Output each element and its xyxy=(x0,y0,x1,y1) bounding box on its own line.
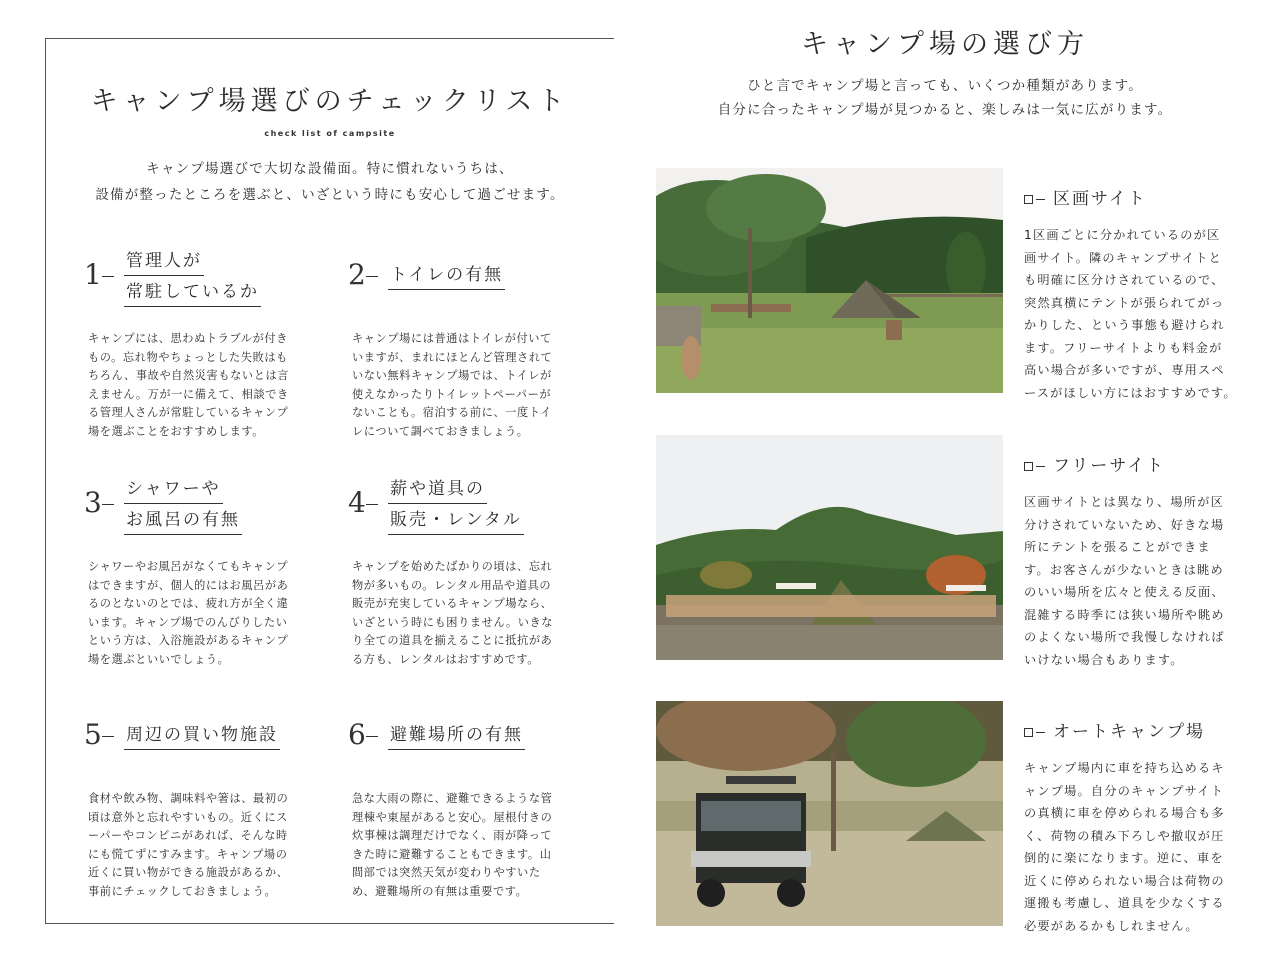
campsite-photo-sectioned xyxy=(656,168,1003,393)
campsite-photo-free xyxy=(656,435,1003,660)
item-number: 3 xyxy=(84,486,102,519)
intro-line: 自分に合ったキャンプ場が見つかると、楽しみは一気に広がります。 xyxy=(717,102,1173,118)
square-bullet-icon xyxy=(1024,728,1033,737)
item-dash xyxy=(102,736,114,737)
site-title: 区画サイト xyxy=(1024,186,1244,212)
item-body: キャンプを始めたばかりの頃は、忘れ 物が多いもの。レンタル用品や道具の 販売が充実しているキャンプ場なら、 いざという時にも困りません。いきな り全ての道具を揃えることに抵抗があ る方も、レンタルはおすすめです。 xyxy=(352,560,554,666)
checklist-item-6 xyxy=(348,707,588,898)
checklist-intro xyxy=(46,156,614,208)
guide-title: キャンプ場の選び方 xyxy=(801,29,1089,60)
item-heading: シャワーや お風呂の有無 xyxy=(124,475,242,537)
item-dash xyxy=(102,276,114,277)
site-body: 区画サイトとは異なり、場所が区 分けされていないため、好きな場 所にテントを張ることができま す。お客さんが少ないときは眺め のいい場所を広々と使える反面、 混雑する時季には狭い場所や眺め のよくない場所で我慢しなければ いけない場合もあります。 xyxy=(1024,495,1225,667)
site-title: オートキャンプ場 xyxy=(1024,719,1244,745)
item-heading: 避難場所の有無 xyxy=(388,707,525,752)
checklist-subtitle: check list of campsite xyxy=(264,129,396,138)
checklist-item-1 xyxy=(84,247,324,438)
site-body: キャンプ場内に車を持ち込めるキ ャンプ場。自分のキャンプサイト の真横に車を停められる場合も多 く、荷物の積み下ろしや撤収が圧 倒的に楽になります。逆に、車を 近くに停められない場合は荷物の 運搬も考慮し、道具を少なくする 必要があるかもしれません。 xyxy=(1024,761,1225,933)
site-title: フリーサイト xyxy=(1024,453,1244,479)
item-dash xyxy=(102,504,114,505)
campsite-photo-auto xyxy=(656,701,1003,926)
item-heading: トイレの有無 xyxy=(388,247,505,292)
item-heading: 周辺の買い物施設 xyxy=(124,707,280,752)
item-body: 食材や飲み物、調味料や箸は、最初の 頃は意外と忘れやすいもの。近くにス ーパーやコンビニがあれば、そんな時 にも慌てずにすみます。キャンプ場の 近くに買い物ができる施設があるか、 事前にチェックしておきましょう。 xyxy=(88,792,289,898)
item-number: 2 xyxy=(348,258,366,291)
checklist-item-4 xyxy=(348,475,588,666)
item-body: キャンプ場には普通はトイレが付いて いますが、まれにほとんど管理されて いない無料キャンプ場では、トイレが 使えなかったりトイレットペーパーが ないことも。宿泊する前に、一度トイ レについて調べておきましょう。 xyxy=(352,332,553,438)
item-body: 急な大雨の際に、避難できるような管 理棟や東屋があると安心。屋根付きの 炊事棟は調理だけでなく、雨が降って きた時に避難することもできます。山 間部では突然天気が変わりやすいた め、避難場所の有無は重要です。 xyxy=(352,792,553,898)
item-number: 5 xyxy=(84,718,102,751)
item-dash xyxy=(366,504,378,505)
item-body: シャワーやお風呂がなくてもキャンプ はできますが、個人的にはお風呂があ るのとないのとでは、疲れ方が全く違 います。キャンプ場でのんびりしたい という方は、入浴施設があるキャンプ 場を選ぶといいでしょう。 xyxy=(88,560,289,666)
checklist-title: キャンプ場選びのチェックリスト xyxy=(90,86,570,117)
checklist-item-3 xyxy=(84,475,324,666)
item-dash xyxy=(366,736,378,737)
checklist-panel xyxy=(45,38,614,924)
square-bullet-icon xyxy=(1024,195,1033,204)
intro-line: 設備が整ったところを選ぶと、いざという時にも安心して過ごせます。 xyxy=(95,187,565,203)
checklist-item-5 xyxy=(84,707,324,898)
guide-intro xyxy=(640,74,1250,122)
item-number: 4 xyxy=(348,486,366,519)
item-number: 6 xyxy=(348,718,366,751)
site-body: 1区画ごとに分かれているのが区 画サイト。隣のキャンプサイトと も明確に区分けされているので、 突然真横にテントが張られてがっ かりした、という事態も避けられ ます。フリーサイトよりも料金が 高い場合が多いですが、専用スペ ースがほしい方にはおすすめです。 xyxy=(1024,228,1237,400)
square-bullet-icon xyxy=(1024,462,1033,471)
intro-line: キャンプ場選びで大切な設備面。特に慣れないうちは、 xyxy=(146,161,514,177)
intro-line: ひと言でキャンプ場と言っても、いくつか種類があります。 xyxy=(747,78,1143,94)
item-body: キャンプには、思わぬトラブルが付き もの。忘れ物やちょっとした失敗はも ちろん、事故や自然災害もないとは言 えません。万が一に備えて、相談でき る管理人さんが常駐しているキャンプ 場を選ぶことをおすすめします。 xyxy=(88,332,290,438)
item-dash xyxy=(366,276,378,277)
item-heading: 管理人が 常駐しているか xyxy=(124,247,261,309)
item-number: 1 xyxy=(84,258,102,291)
item-heading: 薪や道具の 販売・レンタル xyxy=(388,475,524,537)
checklist-item-2 xyxy=(348,247,588,438)
